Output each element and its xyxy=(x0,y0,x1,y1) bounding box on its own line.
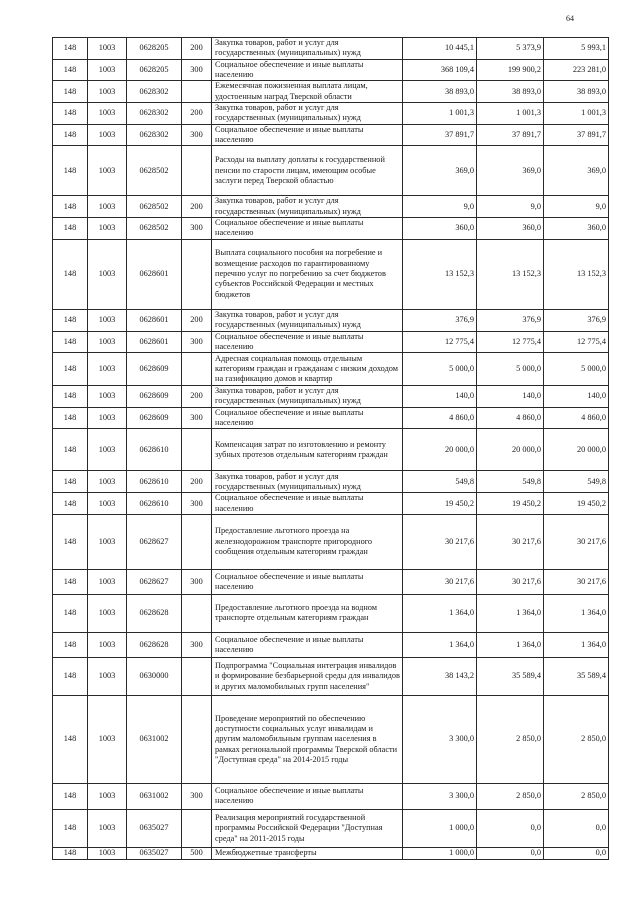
cell-section-code: 1003 xyxy=(88,309,127,331)
cell-expense-type xyxy=(182,657,212,695)
table-row xyxy=(53,809,609,847)
cell-description: Расходы на выплату доплаты к государственной пенсии по старости лицам, имеющим особые заслуги перед Тверской областью xyxy=(212,146,403,196)
cell-admin-code: 148 xyxy=(53,569,88,594)
cell-amount-year2: 30 217,6 xyxy=(477,569,544,594)
cell-admin-code: 148 xyxy=(53,239,88,309)
cell-amount-year1: 1 364,0 xyxy=(403,632,477,657)
cell-amount-year1: 12 775,4 xyxy=(403,331,477,353)
cell-description: Предоставление льготного проезда на железнодорожном транспорте пригородного сообщения отдельным категориям граждан xyxy=(212,514,403,569)
cell-amount-year3: 37 891,7 xyxy=(544,124,609,146)
cell-expense-type: 300 xyxy=(182,217,212,239)
cell-target-article: 0631002 xyxy=(127,783,182,809)
cell-amount-year1: 19 450,2 xyxy=(403,493,477,515)
cell-amount-year3: 12 775,4 xyxy=(544,331,609,353)
cell-amount-year3: 5 993,1 xyxy=(544,38,609,60)
cell-target-article: 0628628 xyxy=(127,594,182,632)
cell-amount-year3: 549,8 xyxy=(544,471,609,493)
table-row xyxy=(53,695,609,783)
table-row xyxy=(53,847,609,859)
table-row xyxy=(53,657,609,695)
cell-amount-year1: 38 143,2 xyxy=(403,657,477,695)
cell-admin-code: 148 xyxy=(53,146,88,196)
cell-admin-code: 148 xyxy=(53,429,88,471)
cell-section-code: 1003 xyxy=(88,407,127,429)
cell-admin-code: 148 xyxy=(53,847,88,859)
cell-amount-year2: 4 860,0 xyxy=(477,407,544,429)
cell-amount-year1: 9,0 xyxy=(403,196,477,218)
cell-description: Социальное обеспечение и иные выплаты населению xyxy=(212,331,403,353)
cell-amount-year2: 13 152,3 xyxy=(477,239,544,309)
cell-amount-year2: 19 450,2 xyxy=(477,493,544,515)
cell-admin-code: 148 xyxy=(53,594,88,632)
cell-amount-year3: 1 364,0 xyxy=(544,594,609,632)
cell-amount-year3: 1 001,3 xyxy=(544,103,609,125)
cell-amount-year2: 360,0 xyxy=(477,217,544,239)
table-row xyxy=(53,569,609,594)
table-row xyxy=(53,594,609,632)
cell-target-article: 0628610 xyxy=(127,493,182,515)
cell-section-code: 1003 xyxy=(88,38,127,60)
cell-amount-year2: 199 900,2 xyxy=(477,59,544,81)
cell-description: Компенсация затрат по изготовлению и ремонту зубных протезов отдельным категориям граждан xyxy=(212,429,403,471)
cell-amount-year2: 5 373,9 xyxy=(477,38,544,60)
cell-expense-type: 300 xyxy=(182,331,212,353)
cell-section-code: 1003 xyxy=(88,386,127,408)
cell-description: Закупка товаров, работ и услуг для государственных (муниципальных) нужд xyxy=(212,309,403,331)
cell-amount-year3: 20 000,0 xyxy=(544,429,609,471)
cell-expense-type: 200 xyxy=(182,38,212,60)
table-row xyxy=(53,38,609,60)
cell-description: Социальное обеспечение и иные выплаты населению xyxy=(212,493,403,515)
cell-section-code: 1003 xyxy=(88,59,127,81)
cell-amount-year1: 549,8 xyxy=(403,471,477,493)
cell-amount-year1: 38 893,0 xyxy=(403,81,477,103)
cell-target-article: 0628609 xyxy=(127,353,182,386)
cell-section-code: 1003 xyxy=(88,196,127,218)
cell-amount-year2: 38 893,0 xyxy=(477,81,544,103)
cell-amount-year1: 140,0 xyxy=(403,386,477,408)
cell-amount-year3: 30 217,6 xyxy=(544,569,609,594)
cell-expense-type xyxy=(182,594,212,632)
cell-target-article: 0635027 xyxy=(127,847,182,859)
cell-expense-type: 300 xyxy=(182,493,212,515)
cell-target-article: 0628502 xyxy=(127,217,182,239)
cell-amount-year3: 19 450,2 xyxy=(544,493,609,515)
cell-admin-code: 148 xyxy=(53,695,88,783)
cell-amount-year2: 1 001,3 xyxy=(477,103,544,125)
table-row xyxy=(53,783,609,809)
cell-description: Межбюджетные трансферты xyxy=(212,847,403,859)
cell-admin-code: 148 xyxy=(53,124,88,146)
cell-amount-year2: 9,0 xyxy=(477,196,544,218)
cell-admin-code: 148 xyxy=(53,309,88,331)
cell-amount-year2: 20 000,0 xyxy=(477,429,544,471)
cell-amount-year1: 10 445,1 xyxy=(403,38,477,60)
table-row xyxy=(53,196,609,218)
cell-amount-year1: 30 217,6 xyxy=(403,514,477,569)
cell-target-article: 0628610 xyxy=(127,471,182,493)
cell-amount-year3: 1 364,0 xyxy=(544,632,609,657)
cell-target-article: 0628609 xyxy=(127,386,182,408)
cell-expense-type: 200 xyxy=(182,103,212,125)
cell-amount-year3: 2 850,0 xyxy=(544,695,609,783)
cell-amount-year2: 376,9 xyxy=(477,309,544,331)
cell-admin-code: 148 xyxy=(53,809,88,847)
cell-admin-code: 148 xyxy=(53,217,88,239)
cell-expense-type: 500 xyxy=(182,847,212,859)
cell-section-code: 1003 xyxy=(88,103,127,125)
table-row xyxy=(53,239,609,309)
cell-description: Социальное обеспечение и иные выплаты населению xyxy=(212,124,403,146)
cell-target-article: 0628610 xyxy=(127,429,182,471)
table-row xyxy=(53,407,609,429)
table-row xyxy=(53,103,609,125)
cell-description: Ежемесячная пожизненная выплата лицам, удостоенным наград Тверской области xyxy=(212,81,403,103)
cell-amount-year3: 2 850,0 xyxy=(544,783,609,809)
cell-expense-type: 300 xyxy=(182,569,212,594)
cell-amount-year3: 38 893,0 xyxy=(544,81,609,103)
cell-amount-year3: 376,9 xyxy=(544,309,609,331)
cell-admin-code: 148 xyxy=(53,514,88,569)
cell-target-article: 0628601 xyxy=(127,239,182,309)
cell-target-article: 0630000 xyxy=(127,657,182,695)
cell-amount-year2: 2 850,0 xyxy=(477,695,544,783)
cell-amount-year1: 30 217,6 xyxy=(403,569,477,594)
table-row xyxy=(53,331,609,353)
cell-amount-year3: 223 281,0 xyxy=(544,59,609,81)
table-row xyxy=(53,429,609,471)
cell-admin-code: 148 xyxy=(53,493,88,515)
cell-amount-year2: 369,0 xyxy=(477,146,544,196)
table-row xyxy=(53,386,609,408)
cell-expense-type: 200 xyxy=(182,309,212,331)
cell-target-article: 0628609 xyxy=(127,407,182,429)
cell-amount-year1: 369,0 xyxy=(403,146,477,196)
cell-description: Закупка товаров, работ и услуг для государственных (муниципальных) нужд xyxy=(212,38,403,60)
cell-expense-type xyxy=(182,239,212,309)
cell-admin-code: 148 xyxy=(53,657,88,695)
cell-amount-year2: 35 589,4 xyxy=(477,657,544,695)
cell-target-article: 0628627 xyxy=(127,569,182,594)
cell-amount-year2: 2 850,0 xyxy=(477,783,544,809)
cell-target-article: 0635027 xyxy=(127,809,182,847)
cell-target-article: 0628601 xyxy=(127,309,182,331)
cell-section-code: 1003 xyxy=(88,569,127,594)
cell-amount-year2: 5 000,0 xyxy=(477,353,544,386)
cell-amount-year1: 5 000,0 xyxy=(403,353,477,386)
cell-amount-year1: 376,9 xyxy=(403,309,477,331)
cell-expense-type xyxy=(182,81,212,103)
cell-amount-year1: 1 000,0 xyxy=(403,809,477,847)
cell-description: Закупка товаров, работ и услуг для государственных (муниципальных) нужд xyxy=(212,103,403,125)
cell-amount-year3: 13 152,3 xyxy=(544,239,609,309)
cell-target-article: 0628302 xyxy=(127,103,182,125)
cell-expense-type: 300 xyxy=(182,59,212,81)
cell-section-code: 1003 xyxy=(88,81,127,103)
cell-amount-year2: 1 364,0 xyxy=(477,632,544,657)
cell-section-code: 1003 xyxy=(88,493,127,515)
cell-description: Проведение мероприятий по обеспечению доступности социальных услуг инвалидам и другим маломобильным группам населения в рамках региональной программы Тверской области "Доступная среда" на 2014-2015 годы xyxy=(212,695,403,783)
cell-amount-year3: 4 860,0 xyxy=(544,407,609,429)
cell-description: Выплата социального пособия на погребение и возмещение расходов по гарантированному перечню услуг по погребению за счет бюджетов субъектов Российской Федерации и местных бюджетов xyxy=(212,239,403,309)
cell-amount-year3: 30 217,6 xyxy=(544,514,609,569)
cell-target-article: 0628627 xyxy=(127,514,182,569)
table-row xyxy=(53,59,609,81)
cell-admin-code: 148 xyxy=(53,103,88,125)
cell-expense-type: 300 xyxy=(182,124,212,146)
cell-section-code: 1003 xyxy=(88,632,127,657)
cell-section-code: 1003 xyxy=(88,239,127,309)
cell-description: Социальное обеспечение и иные выплаты населению xyxy=(212,217,403,239)
cell-section-code: 1003 xyxy=(88,471,127,493)
cell-description: Закупка товаров, работ и услуг для государственных (муниципальных) нужд xyxy=(212,386,403,408)
cell-description: Подпрограмма "Социальная интеграция инвалидов и формирование безбарьерной среды для инвалидов и других маломобильных групп населения" xyxy=(212,657,403,695)
cell-section-code: 1003 xyxy=(88,809,127,847)
cell-admin-code: 148 xyxy=(53,331,88,353)
cell-admin-code: 148 xyxy=(53,407,88,429)
cell-expense-type: 300 xyxy=(182,783,212,809)
cell-section-code: 1003 xyxy=(88,146,127,196)
cell-expense-type xyxy=(182,514,212,569)
cell-description: Закупка товаров, работ и услуг для государственных (муниципальных) нужд xyxy=(212,196,403,218)
cell-amount-year3: 360,0 xyxy=(544,217,609,239)
cell-section-code: 1003 xyxy=(88,514,127,569)
table-row xyxy=(53,514,609,569)
cell-admin-code: 148 xyxy=(53,81,88,103)
cell-section-code: 1003 xyxy=(88,331,127,353)
cell-description: Закупка товаров, работ и услуг для государственных (муниципальных) нужд xyxy=(212,471,403,493)
cell-description: Социальное обеспечение и иные выплаты населению xyxy=(212,632,403,657)
cell-admin-code: 148 xyxy=(53,353,88,386)
page-number: 64 xyxy=(566,14,574,23)
table-row xyxy=(53,493,609,515)
cell-target-article: 0628502 xyxy=(127,196,182,218)
cell-amount-year3: 369,0 xyxy=(544,146,609,196)
cell-amount-year1: 1 000,0 xyxy=(403,847,477,859)
cell-description: Социальное обеспечение и иные выплаты населению xyxy=(212,783,403,809)
cell-expense-type: 300 xyxy=(182,632,212,657)
cell-target-article: 0631002 xyxy=(127,695,182,783)
cell-description: Предоставление льготного проезда на водном транспорте отдельным категориям граждан xyxy=(212,594,403,632)
cell-amount-year1: 3 300,0 xyxy=(403,695,477,783)
cell-amount-year1: 1 001,3 xyxy=(403,103,477,125)
cell-expense-type xyxy=(182,353,212,386)
cell-section-code: 1003 xyxy=(88,124,127,146)
cell-target-article: 0628628 xyxy=(127,632,182,657)
cell-expense-type xyxy=(182,146,212,196)
cell-section-code: 1003 xyxy=(88,695,127,783)
cell-admin-code: 148 xyxy=(53,386,88,408)
cell-target-article: 0628302 xyxy=(127,124,182,146)
table-row xyxy=(53,81,609,103)
cell-amount-year2: 12 775,4 xyxy=(477,331,544,353)
cell-target-article: 0628205 xyxy=(127,59,182,81)
cell-description: Социальное обеспечение и иные выплаты населению xyxy=(212,569,403,594)
cell-admin-code: 148 xyxy=(53,38,88,60)
cell-section-code: 1003 xyxy=(88,657,127,695)
table-row xyxy=(53,309,609,331)
cell-description: Социальное обеспечение и иные выплаты населению xyxy=(212,407,403,429)
table-row xyxy=(53,471,609,493)
table-row xyxy=(53,632,609,657)
cell-amount-year1: 13 152,3 xyxy=(403,239,477,309)
cell-section-code: 1003 xyxy=(88,429,127,471)
cell-expense-type: 200 xyxy=(182,196,212,218)
cell-amount-year2: 0,0 xyxy=(477,809,544,847)
cell-section-code: 1003 xyxy=(88,353,127,386)
cell-amount-year3: 0,0 xyxy=(544,847,609,859)
cell-amount-year1: 1 364,0 xyxy=(403,594,477,632)
cell-amount-year3: 35 589,4 xyxy=(544,657,609,695)
cell-amount-year3: 140,0 xyxy=(544,386,609,408)
cell-admin-code: 148 xyxy=(53,471,88,493)
cell-amount-year2: 30 217,6 xyxy=(477,514,544,569)
cell-expense-type: 300 xyxy=(182,407,212,429)
table-row xyxy=(53,217,609,239)
cell-description: Реализация мероприятий государственной программы Российской Федерации "Доступная среда" на 2011-2015 годы xyxy=(212,809,403,847)
cell-expense-type xyxy=(182,695,212,783)
cell-admin-code: 148 xyxy=(53,196,88,218)
cell-amount-year1: 368 109,4 xyxy=(403,59,477,81)
cell-amount-year2: 0,0 xyxy=(477,847,544,859)
cell-section-code: 1003 xyxy=(88,594,127,632)
cell-section-code: 1003 xyxy=(88,217,127,239)
cell-admin-code: 148 xyxy=(53,59,88,81)
table-row xyxy=(53,124,609,146)
cell-amount-year3: 0,0 xyxy=(544,809,609,847)
cell-amount-year1: 20 000,0 xyxy=(403,429,477,471)
cell-amount-year3: 5 000,0 xyxy=(544,353,609,386)
cell-expense-type xyxy=(182,429,212,471)
cell-amount-year2: 37 891,7 xyxy=(477,124,544,146)
cell-target-article: 0628302 xyxy=(127,81,182,103)
cell-expense-type: 200 xyxy=(182,386,212,408)
cell-amount-year2: 549,8 xyxy=(477,471,544,493)
cell-description: Социальное обеспечение и иные выплаты населению xyxy=(212,59,403,81)
cell-amount-year2: 1 364,0 xyxy=(477,594,544,632)
cell-description: Адресная социальная помощь отдельным категориям граждан и гражданам с низким доходом на газификацию домов и квартир xyxy=(212,353,403,386)
cell-admin-code: 148 xyxy=(53,632,88,657)
cell-amount-year2: 140,0 xyxy=(477,386,544,408)
budget-table xyxy=(52,37,609,860)
table-row xyxy=(53,353,609,386)
cell-section-code: 1003 xyxy=(88,847,127,859)
cell-amount-year1: 360,0 xyxy=(403,217,477,239)
cell-section-code: 1003 xyxy=(88,783,127,809)
table-row xyxy=(53,146,609,196)
cell-admin-code: 148 xyxy=(53,783,88,809)
cell-amount-year1: 37 891,7 xyxy=(403,124,477,146)
cell-expense-type: 200 xyxy=(182,471,212,493)
cell-expense-type xyxy=(182,809,212,847)
cell-target-article: 0628601 xyxy=(127,331,182,353)
cell-target-article: 0628205 xyxy=(127,38,182,60)
cell-amount-year1: 4 860,0 xyxy=(403,407,477,429)
cell-target-article: 0628502 xyxy=(127,146,182,196)
cell-amount-year1: 3 300,0 xyxy=(403,783,477,809)
table-body xyxy=(53,38,609,860)
cell-amount-year3: 9,0 xyxy=(544,196,609,218)
